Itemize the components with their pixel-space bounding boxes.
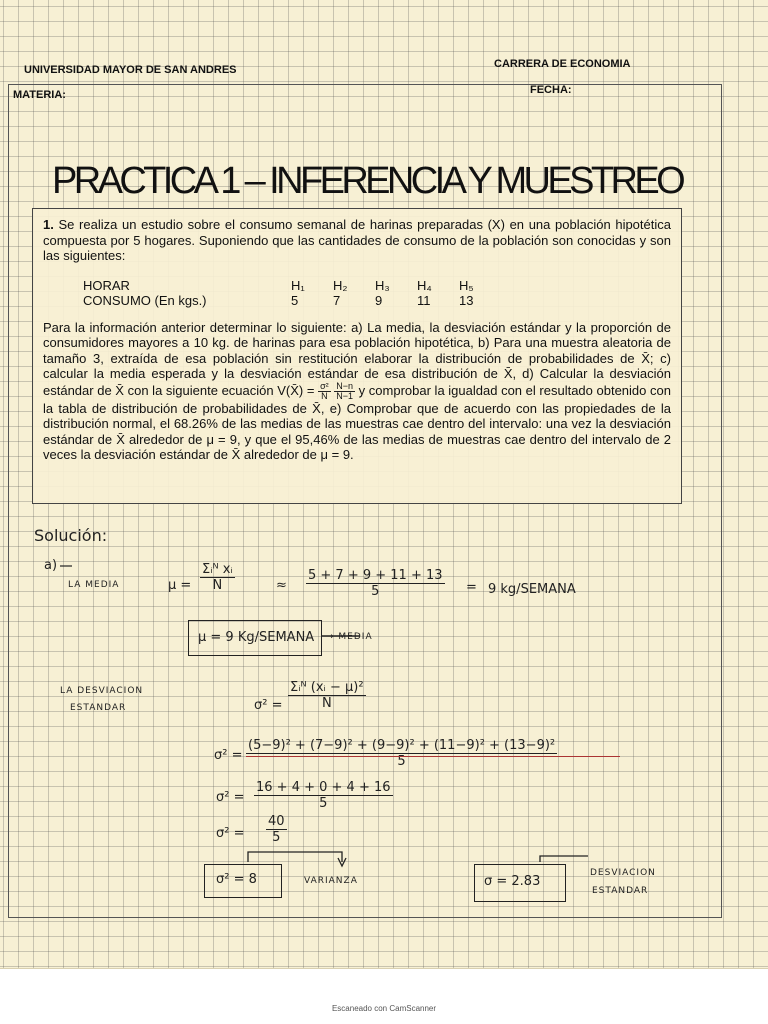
problem-intro: 1. Se realiza un estudio sobre el consumo semanal de harinas preparadas (X) en una población hipotética compuesta por 5 hogares. Suponiendo que las cantidades de consumo de la población son conocidas y son las siguientes:: [43, 217, 671, 263]
solution-heading: Solución:: [34, 526, 108, 545]
media-label: LA MEDIA: [68, 580, 120, 590]
problem-number: 1.: [43, 217, 54, 232]
scanner-footer: Escaneado con CamScanner: [331, 1004, 437, 1013]
mu-result: 9 kg/SEMANA: [488, 582, 576, 597]
std-dev-box-text: σ = 2.83: [484, 874, 541, 889]
desv-label-2: ESTANDAR: [70, 703, 127, 713]
university-name: UNIVERSIDAD MAYOR DE SAN ANDRES: [24, 64, 237, 76]
std-dev-label-2: ESTANDAR: [592, 886, 649, 896]
problem-box: [32, 208, 682, 504]
variance-label: VARIANZA: [304, 876, 358, 886]
red-underline: [246, 756, 620, 757]
desv-label-1: LA DESVIACION: [60, 686, 144, 696]
formula-fraction-2: $\frac{N-n}{N-1}$: [336, 380, 354, 401]
sigma-lhs: σ² =: [254, 698, 283, 713]
mu-fraction: Σᵢᴺ xᵢ N: [202, 562, 233, 593]
variance-box-text: σ² = 8: [216, 872, 257, 887]
problem-body: Para la información anterior determinar lo siguiente: a) La media, la desviación estándar y la proporción de consumidores mayores a 10 kg. de harinas para esa población hipotética, b) Para una muestra aleatoria de tamaño 3, extraída de esa población sin restitución elaborar la distribución de probabilidades de X̄; c) calcular la media esperada y la desviación estándar de esa distribución de X̄, d) Calcular la desviación estándar de X̄ con la siguiente ecuación V(X̄) = $\frac{\text{σ²}}{N}$ $\frac{N-n}{N-1}$ y comprobar la igualdad con el resultado obtenido con la tabla de distribución de probabilidades de X̄, e) Comprobar que de acuerdo con las propiedades de la distribución normal, el 68.26% de las medias de las muestras cae dentro del intervalo: una vez la desviación estándar de X̄ alrededor de μ = 9, y que el 95,46% de las medias de muestras cae dentro del intervalo de 2 veces la desviación estándar de X̄ alrededor de μ = 9.: [43, 319, 671, 462]
approx-sign: ≈: [276, 578, 287, 593]
formula-fraction-1: $\frac{\text{σ²}}{N}$: [320, 380, 329, 401]
step2-lhs: σ² =: [216, 790, 245, 805]
std-dev-label-1: DESVIACION: [590, 868, 656, 878]
mu-lhs: μ =: [168, 578, 192, 593]
mu-box-text: μ = 9 Kg/SEMANA: [198, 630, 315, 645]
step3-fraction: $\frac{40}{5}$: [268, 814, 285, 845]
materia-label: MATERIA:: [13, 89, 66, 101]
table-row: CONSUMO (En kgs.) 5 7 9 11 13: [83, 292, 474, 308]
career-name: CARRERA DE ECONOMIA: [494, 58, 631, 70]
media-arrow-label: → MEDIA: [326, 632, 373, 642]
sigma-fraction: Σᵢᴺ (xᵢ − μ)² N: [290, 680, 364, 711]
step1-fraction: $\frac{\text{(5−9)² + (7−9)² + (9−9)² + (11−9)² + (13−9)²}}{5}$: [248, 738, 556, 769]
page-title: PRACTICA 1 – INFERENCIA Y MUESTREO: [52, 160, 683, 202]
fecha-label: FECHA:: [530, 84, 572, 96]
step3-lhs: σ² =: [216, 826, 245, 841]
consumption-table: [83, 278, 501, 308]
equals-sign: =: [466, 580, 477, 595]
step1-lhs: σ² =: [214, 748, 243, 763]
part-a-label: a): [44, 558, 58, 573]
sum-fraction: $\frac{5 + 7 + 9 + 11 + 13}{5}$: [308, 568, 443, 599]
step2-fraction: $\frac{16 + 4 + 0 + 4 + 16}{5}$: [256, 780, 391, 811]
table-row: HORAR H₁ H₂ H₃ H₄ H₅: [83, 277, 474, 293]
